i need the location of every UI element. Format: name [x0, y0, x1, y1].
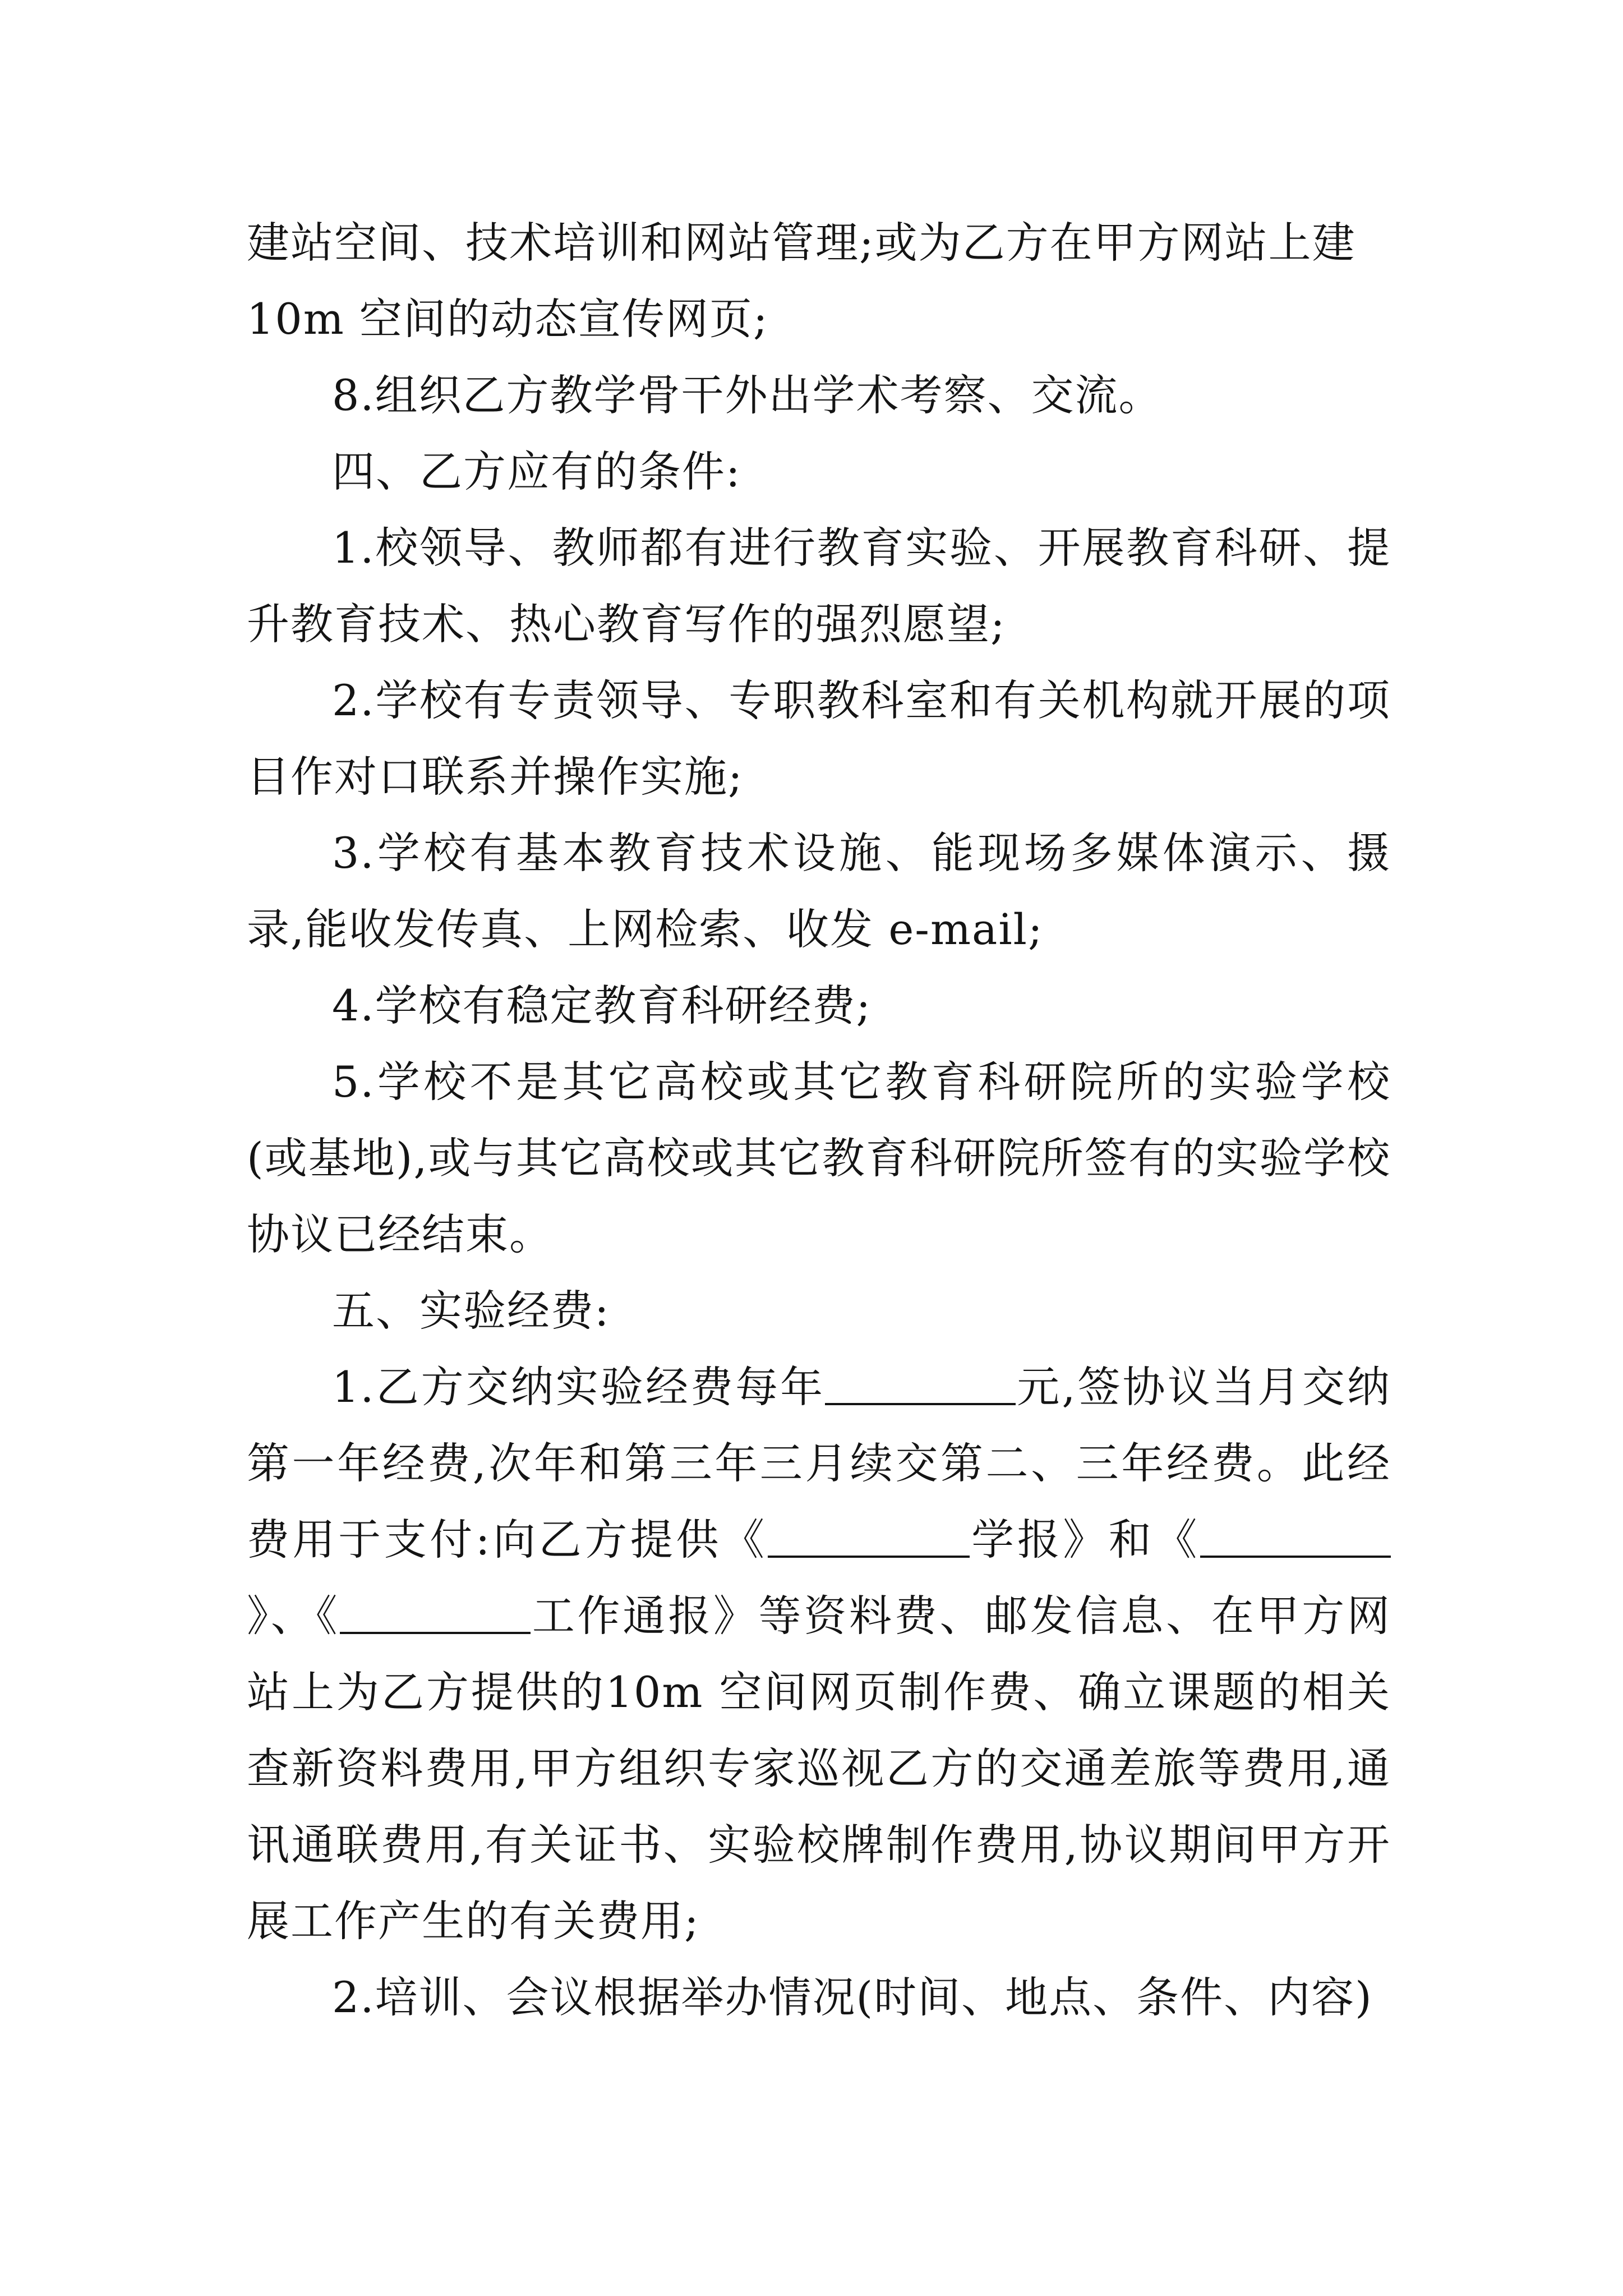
list-item-2: 2.学校有专责领导、专职教科室和有关机构就开展的项目作对口联系并操作实施;	[247, 675, 1391, 802]
section-heading-4: 四、乙方应有的条件:	[332, 447, 741, 496]
blank-fill-line	[768, 1521, 970, 1558]
list-item-8: 8.组织乙方教学骨干外出学术考察、交流。	[332, 370, 1163, 420]
list-item-1: 1.校领导、教师都有进行教育实验、开展教育科研、提升教育技术、热心教育写作的强烈愿望;	[247, 523, 1391, 649]
paragraph-continuation	[247, 205, 1391, 357]
text-line: 10m 空间的动态宣传网页;	[247, 294, 769, 344]
fee-text-a: 1.乙方交纳实验经费每年	[332, 1362, 826, 1412]
document-body	[247, 205, 1391, 2036]
fee-paragraph-1	[247, 1349, 1391, 1959]
fee-text-b: 元,签协议当月交纳第一年经费,次年和第三年三月续交第二、三年经费。此经费用于支付:向乙方提供《	[247, 1362, 1391, 1565]
section-heading-5: 五、实验经费:	[332, 1286, 610, 1336]
fee-text-d: 》、《	[247, 1591, 340, 1641]
list-item-5: 5.学校不是其它高校或其它教育科研院所的实验学校(或基地),或与其它高校或其它教育科研院所签有的实验学校协议已经结束。	[247, 1057, 1391, 1259]
blank-fill-line	[1200, 1521, 1391, 1558]
fee-text-c: 学报》和《	[969, 1515, 1201, 1565]
text-line: 建站空间、技术培训和网站管理;或为乙方在甲方网站上建	[247, 218, 1356, 268]
blank-fill-line	[825, 1368, 1016, 1405]
list-item-4: 4.学校有稳定教育科研经费;	[332, 981, 872, 1030]
fee-text-e: 工作通报》等资料费、邮发信息、在甲方网站上为乙方提供的10m 空间网页制作费、确立课题的相关查新资料费用,甲方组织专家巡视乙方的交通差旅等费用,通讯通联费用,有关证书、实验校牌制作费用,协议期间甲方开展工作产生的有关费用;	[247, 1591, 1391, 1946]
fee-paragraph-2: 2.培训、会议根据举办情况(时间、地点、条件、内容)	[332, 1972, 1373, 2022]
blank-fill-line	[340, 1597, 531, 1634]
list-item-3: 3.学校有基本教育技术设施、能现场多媒体演示、摄录,能收发传真、上网检索、收发 e-mail;	[247, 828, 1391, 954]
